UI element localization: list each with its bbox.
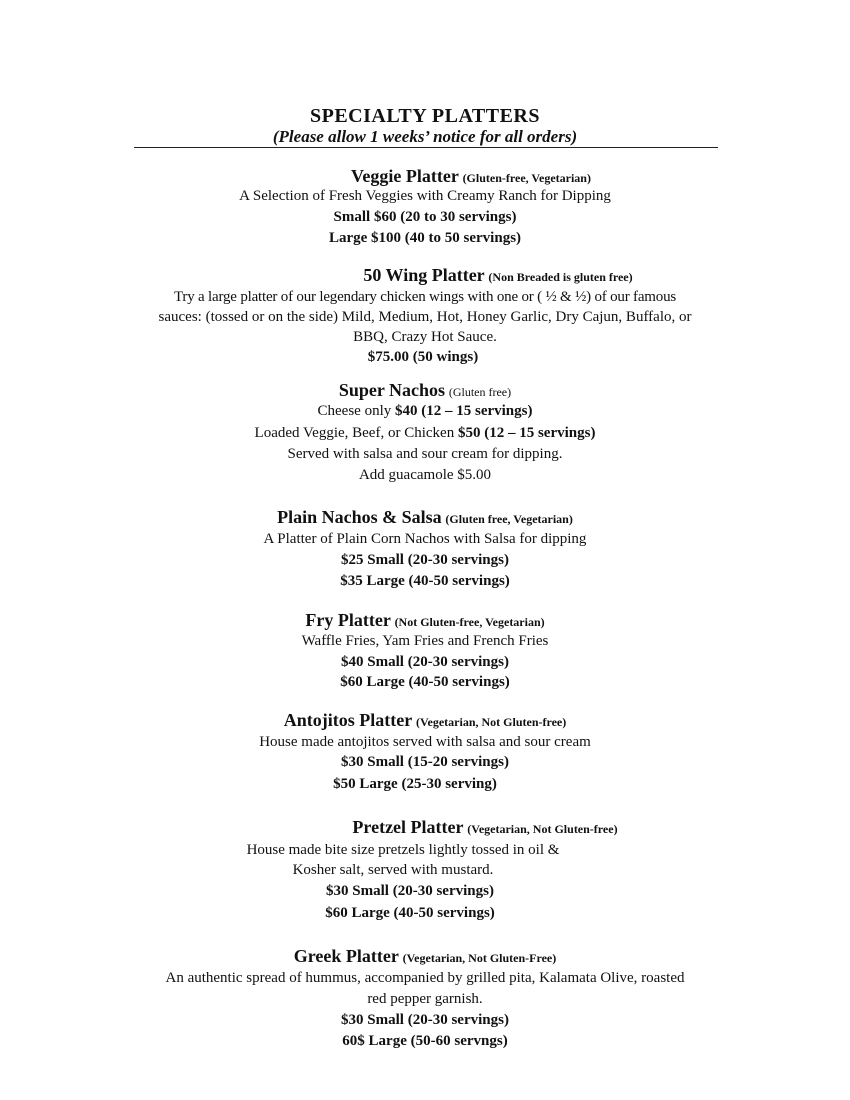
pretzel-platter-heading (0, 815, 850, 839)
item-note: (Non Breaded is gluten free) (488, 270, 633, 284)
item-price: Small $60 (20 to 30 servings) (333, 209, 517, 225)
page-subtitle: (Please allow 1 weeks’ notice for all orders) (272, 127, 578, 146)
item-description: red pepper garnish. (367, 991, 483, 1007)
item-option: Cheese only (317, 403, 395, 419)
item-name: Veggie Platter (351, 166, 459, 186)
item-name: Antojitos Platter (283, 710, 413, 730)
item-description: A Selection of Fresh Veggies with Creamy Ranch for Dipping (239, 188, 611, 204)
item-name: Plain Nachos & Salsa (277, 507, 442, 527)
item-description: sauces: (tossed or on the side) Mild, Medium, Hot, Honey Garlic, Dry Cajun, Buffalo, or (158, 309, 692, 325)
item-note: (Vegetarian, Not Gluten-free) (467, 822, 618, 836)
item-price: $60 Large (40-50 servings) (325, 905, 495, 921)
item-note: (Vegetarian, Not Gluten-free) (415, 715, 567, 729)
item-price: $30 Small (20-30 servings) (326, 883, 494, 899)
super-nachos-heading (0, 378, 850, 402)
item-price: $60 Large (40-50 servings) (340, 674, 510, 690)
item-note: (Not Gluten-free, Vegetarian) (394, 615, 545, 629)
item-name: Pretzel Platter (352, 817, 464, 837)
item-description: Kosher salt, served with mustard. (292, 862, 494, 878)
fry-platter-heading (0, 608, 850, 632)
antojitos-platter-heading (0, 708, 850, 732)
item-price-line (0, 401, 850, 421)
item-description: House made antojitos served with salsa and sour cream (259, 734, 591, 750)
item-price: $75.00 (50 wings) (367, 349, 479, 365)
item-name: Fry Platter (305, 610, 391, 630)
item-addon: Add guacamole $5.00 (358, 467, 492, 483)
item-description: Try a large platter of our legendary chicken wings with one or ( ½ & ½) of our famous (173, 289, 677, 305)
header-divider (134, 147, 718, 148)
item-price: $25 Small (20-30 servings) (341, 552, 509, 568)
item-name: 50 Wing Platter (363, 265, 485, 285)
item-description: Served with salsa and sour cream for dipping. (287, 446, 563, 462)
item-description: House made bite size pretzels lightly tossed in oil & (246, 842, 560, 858)
item-description: BBQ, Crazy Hot Sauce. (353, 329, 497, 345)
item-option: Loaded Veggie, Beef, or Chicken (254, 425, 458, 441)
greek-platter-heading (0, 944, 850, 968)
item-description: An authentic spread of hummus, accompanied by grilled pita, Kalamata Olive, roasted (165, 970, 685, 986)
item-price: Large $100 (40 to 50 servings) (328, 230, 522, 246)
item-note: (Gluten-free, Vegetarian) (462, 171, 591, 185)
item-name: Super Nachos (338, 380, 446, 400)
item-price: $40 (12 – 15 servings) (394, 403, 533, 419)
item-price-line (0, 423, 850, 443)
item-description: A Platter of Plain Corn Nachos with Salsa for dipping (263, 531, 587, 547)
plain-nachos-heading (0, 505, 850, 529)
item-price: $30 Small (15-20 servings) (341, 754, 509, 770)
item-note: (Vegetarian, Not Gluten-Free) (402, 951, 557, 965)
item-note: (Gluten free, Vegetarian) (445, 512, 573, 526)
item-description: Waffle Fries, Yam Fries and French Fries (301, 633, 549, 649)
page-title: SPECIALTY PLATTERS (310, 105, 540, 127)
veggie-platter-heading (0, 164, 850, 188)
item-price: $30 Small (20-30 servings) (341, 1012, 509, 1028)
item-price: 60$ Large (50-60 servngs) (342, 1033, 508, 1049)
item-note: (Gluten free) (448, 385, 512, 399)
item-price: $50 Large (25-30 serving) (333, 776, 497, 792)
item-price: $50 (12 – 15 servings) (457, 425, 596, 441)
wing-platter-heading (0, 263, 850, 287)
item-price: $40 Small (20-30 servings) (341, 654, 509, 670)
item-name: Greek Platter (293, 946, 399, 966)
item-price: $35 Large (40-50 servings) (340, 573, 510, 589)
